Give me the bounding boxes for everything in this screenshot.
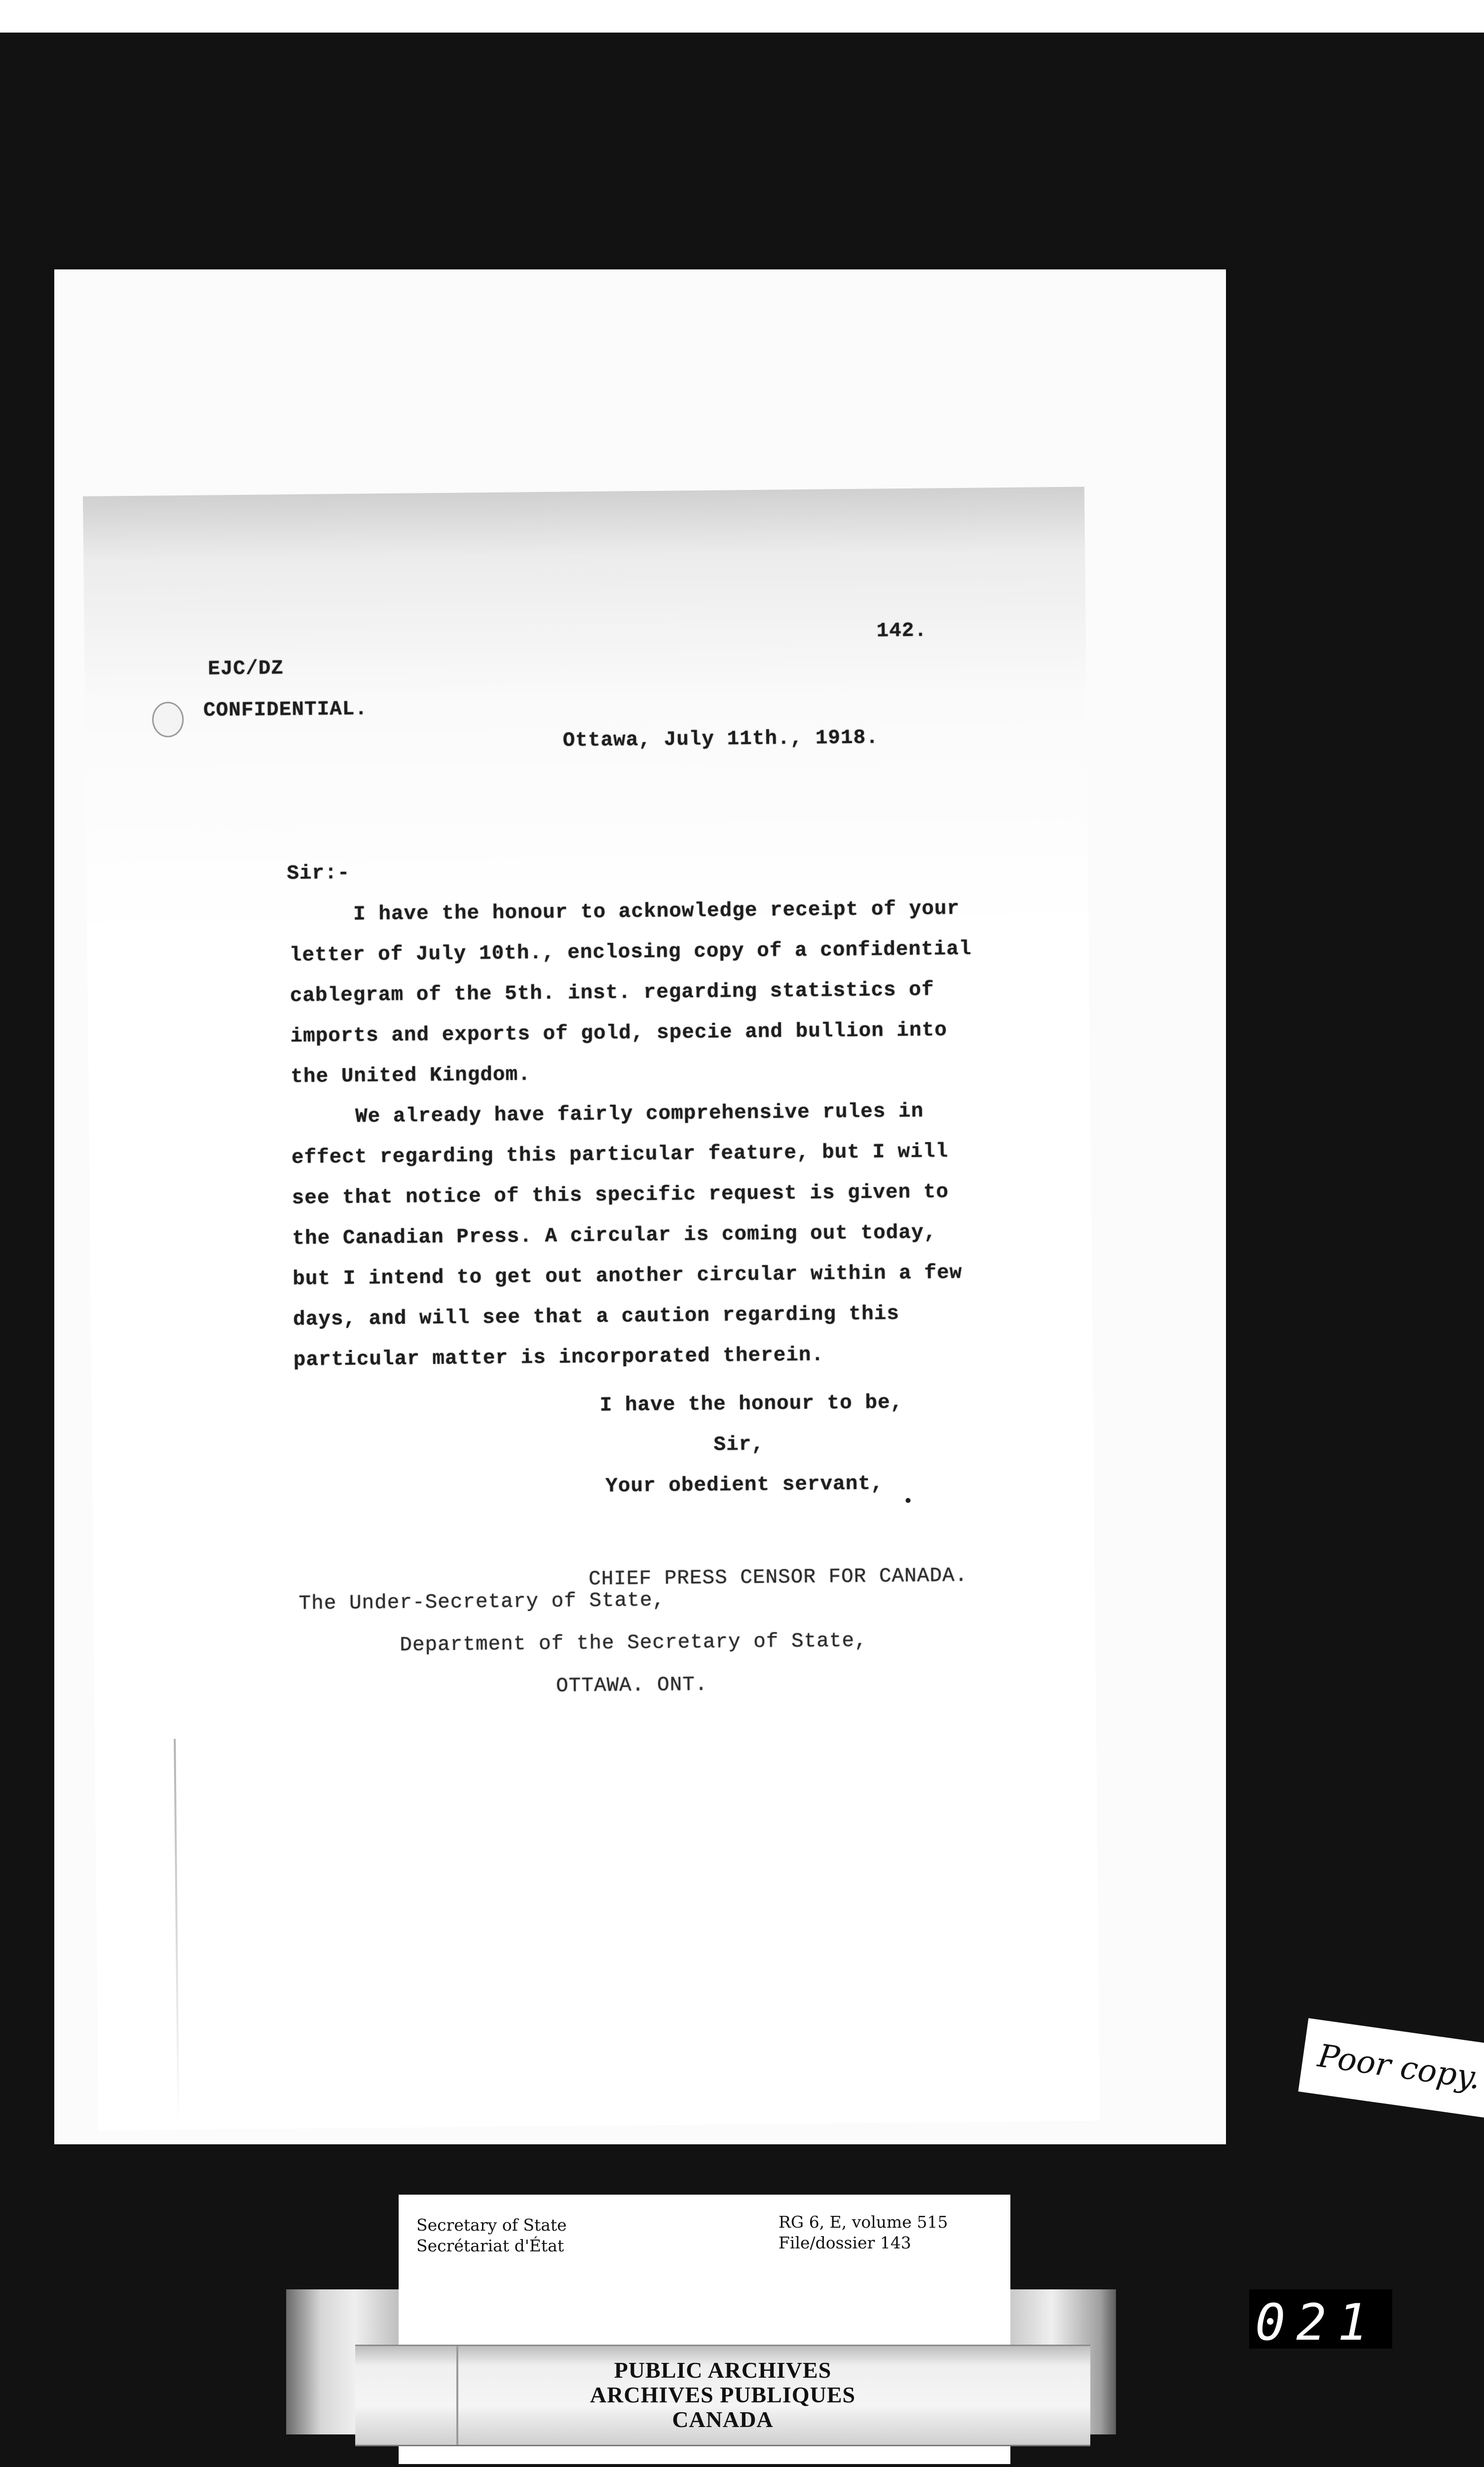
confidential-heading: CONFIDENTIAL. (203, 698, 368, 722)
public-archives-band (355, 2345, 1090, 2446)
signature-title: CHIEF PRESS CENSOR FOR CANADA. (588, 1564, 968, 1591)
body-line: see that notice of this specific request is given to (292, 1181, 949, 1210)
poor-copy-text: Poor copy. (1315, 2038, 1483, 2097)
closing-line: Your obedient servant, (605, 1472, 884, 1498)
page-number: 142. (876, 619, 928, 643)
margin-mark (174, 1739, 179, 2124)
body-line: days, and will see that a caution regarding this (293, 1303, 900, 1331)
typed-letter (83, 487, 1100, 2131)
addressee-line: OTTAWA. ONT. (556, 1673, 708, 1698)
addressee-line: The Under-Secretary of State, (298, 1589, 666, 1615)
reference-initials: EJC/DZ (208, 657, 284, 681)
archives-line-en: PUBLIC ARCHIVES (614, 2357, 832, 2383)
salutation: Sir:- (287, 861, 350, 886)
body-line: letter of July 10th., enclosing copy of a confidential (289, 937, 972, 968)
body-line: I have the honour to acknowledge receipt of your (353, 897, 960, 926)
ink-mark (906, 1498, 911, 1503)
volume-reference: RG 6, E, volume 515 (779, 2212, 948, 2232)
archives-line-country: CANADA (672, 2407, 774, 2432)
punch-hole (152, 702, 184, 738)
department-fr: Secrétariat d'État (416, 2236, 564, 2255)
body-line: the United Kingdom. (291, 1063, 531, 1089)
closing-line: Sir, (713, 1433, 765, 1457)
file-reference: File/dossier 143 (779, 2233, 911, 2252)
body-line: but I intend to get out another circular within a few (293, 1261, 963, 1291)
body-line: particular matter is incorporated therein. (293, 1344, 824, 1372)
body-line: imports and exports of gold, specie and bullion into (290, 1019, 948, 1048)
body-line: the Canadian Press. A circular is coming out today, (292, 1221, 937, 1250)
date-line: Ottawa, July 11th., 1918. (562, 726, 879, 752)
archives-line-fr: ARCHIVES PUBLIQUES (590, 2382, 856, 2407)
body-line: We already have fairly comprehensive rules in (355, 1100, 924, 1128)
frame-counter (1249, 2289, 1392, 2352)
frame-counter-digits: 021 (1255, 2293, 1379, 2352)
body-line: cablegram of the 5th. inst. regarding statistics of (290, 978, 934, 1008)
addressee-line: Department of the Secretary of State, (400, 1629, 867, 1657)
body-line: effect regarding this particular feature, but I will (291, 1140, 949, 1170)
closing-line: I have the honour to be, (599, 1391, 903, 1418)
department-en: Secretary of State (416, 2215, 567, 2235)
